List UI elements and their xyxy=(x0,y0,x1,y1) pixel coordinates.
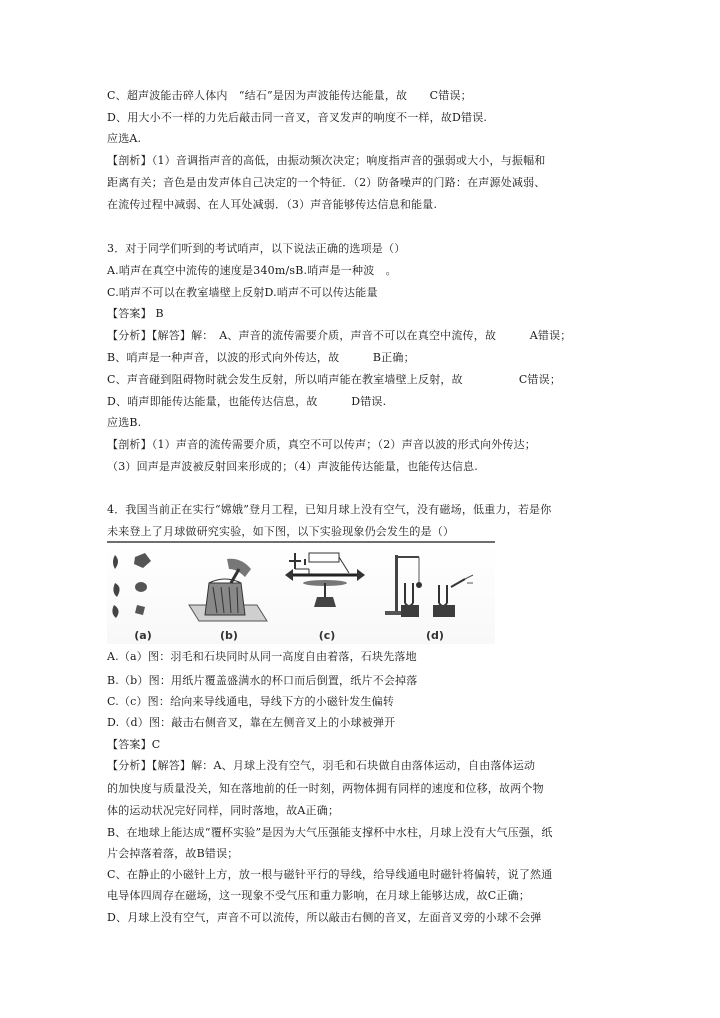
text-line: 在流传过程中减弱、在人耳处减弱．（3）声音能够传达信息和能量. xyxy=(107,198,438,211)
text-line: 应选A. xyxy=(107,132,142,145)
figure-label-c: (c) xyxy=(318,629,336,642)
text-line: C、声音碰到阻碍物时就会发生反射，所以哨声能在教室墙壁上反射，故 C错误； xyxy=(107,373,562,386)
panel-c xyxy=(279,543,375,644)
text-line: C、超声波能击碎人体内 “结石”是因为声波能传达能量，故 C错误； xyxy=(107,89,472,102)
question-4-stem: 未来登上了月球做研究实验，如下图，以下实验现象仍会发生的是（） xyxy=(107,525,455,538)
question-4-option: C.（c）图：给向来导线通电，导线下方的小磁针发生偏转 xyxy=(107,695,395,708)
text-line: 【剖析】（1）声音的流传需要介质，真空不可以传声；（2）声音以波的形式向外传达； xyxy=(107,438,536,451)
text-line: B、哨声是一种声音，以波的形式向外传达，故 B正确； xyxy=(107,351,415,364)
figure-label-a: (a) xyxy=(134,629,152,642)
text-line: D、月球上没有空气，声音不可以流传，所以敲击右侧的音叉，左面音叉旁的小球不会弹 xyxy=(107,911,542,924)
panel-d xyxy=(375,543,495,644)
question-4-option: A.（a）图：羽毛和石块同时从同一高度自由着落，石块先落地 xyxy=(107,650,417,663)
panel-a xyxy=(107,543,179,644)
text-line: 【分析】【解答】解：A、月球上没有空气，羽毛和石块做自由落体运动，自由落体运动 xyxy=(107,759,536,772)
text-line: 应选B. xyxy=(107,416,142,429)
text-line: C、在静止的小磁针上方，放一根与磁针平行的导线，给导线通电时磁针将偏转，说了然通 xyxy=(107,868,553,881)
answer-line: 【答案】C xyxy=(107,738,161,751)
text-line: D、用大小不一样的力先后敲击同一音叉，音叉发声的响度不一样，故D错误. xyxy=(107,111,488,124)
question-4-stem: 4．我国当前正在实行“嫦娥”登月工程，已知月球上没有空气，没有磁场，低重力，若是你 xyxy=(107,503,552,516)
text-line: D、哨声即能传达能量，也能传达信息，故 D错误. xyxy=(107,395,387,408)
panel-b xyxy=(179,543,279,644)
figure-label-b: (b) xyxy=(220,629,238,642)
text-line: 电导体四周存在磁场，这一现象不受气压和重力影响，在月球上能够达成，故C正确； xyxy=(107,889,531,902)
text-line: 【剖析】（1）音调指声音的高低，由振动频次决定；响度指声音的强弱或大小，与振幅和 xyxy=(107,154,546,167)
question-4-option: D.（d）图：敲击右侧音叉，靠在左侧音叉上的小球被弹开 xyxy=(107,716,396,729)
text-line: 的加快度与质量没关，知在落地前的任一时刻，两物体拥有同样的速度和位移，故两个物 xyxy=(107,782,544,795)
text-line: 距离有关；音色是由发声体自己决定的一个特征．（2）防备噪声的门路：在声源处减弱、 xyxy=(107,176,546,189)
text-line: B、在地球上能达成“覆杯实验”是因为大气压强能支撑杯中水柱，月球上没有大气压强，纸 xyxy=(107,826,553,839)
text-line: （3）回声是声波被反射回来形成的；（4）声波能传达能量，也能传达信息. xyxy=(107,460,478,473)
experiment-figure xyxy=(107,541,495,644)
text-line: 片会掉落着落，故B错误； xyxy=(107,847,239,860)
question-3-stem: 3．对于同学们听到的考试哨声，以下说法正确的选项是（） xyxy=(107,242,406,255)
question-3-option: C.哨声不可以在教室墙壁上反射D.哨声不可以传达能量 xyxy=(107,286,378,299)
text-line: 【分析】【解答】解： A、声音的流传需要介质，声音不可以在真空中流传，故 A错误； xyxy=(107,329,572,342)
text-line: 体的运动状况完好同样，同时落地，故A正确； xyxy=(107,804,340,817)
figure-label-d: (d) xyxy=(426,629,444,642)
question-4-option: B.（b）图：用纸片覆盖盛满水的杯口而后倒置，纸片不会掉落 xyxy=(107,674,418,687)
question-3-option: A.哨声在真空中流传的速度是340m/sB.哨声是一种波 。 xyxy=(107,264,397,277)
answer-line: 【答案】 B xyxy=(107,307,164,320)
